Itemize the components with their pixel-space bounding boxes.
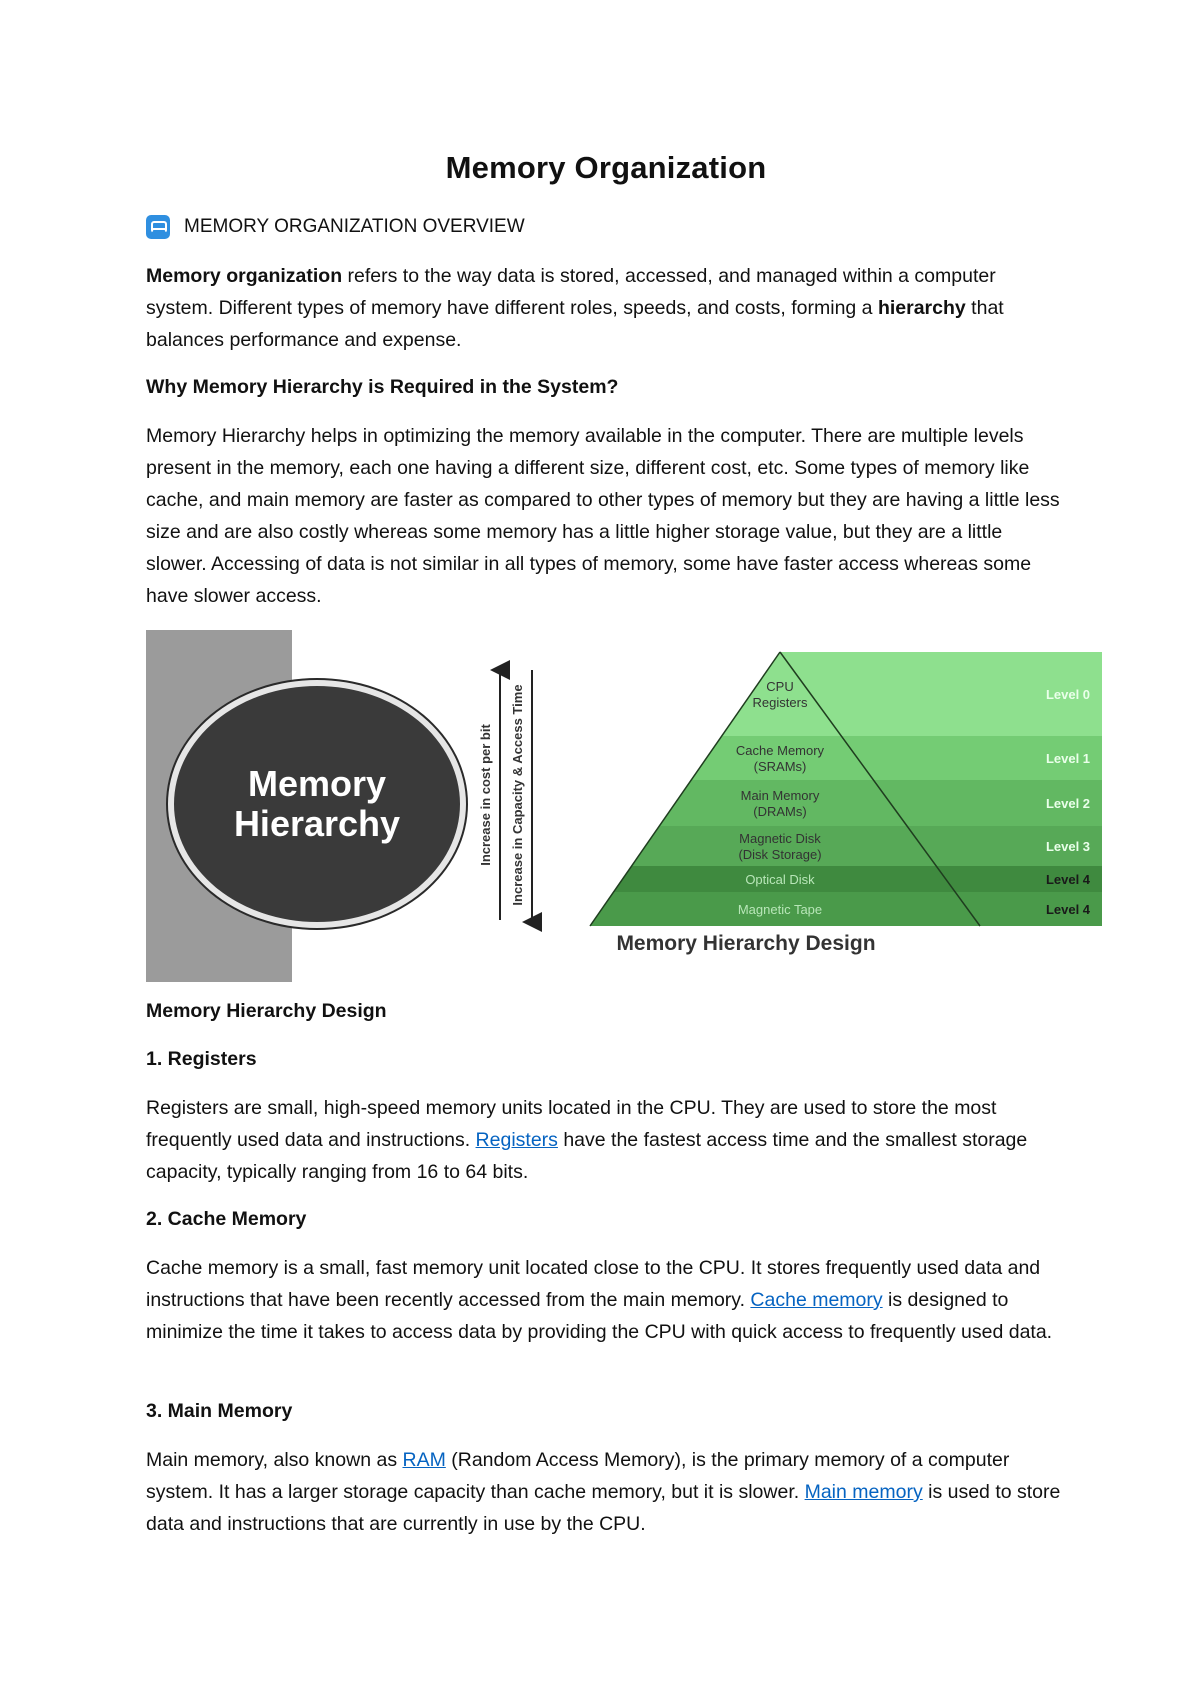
registers-link[interactable]: Registers [475,1129,558,1151]
capacity-axis-label: Increase in Capacity & Access Time [510,684,525,906]
cache-text-1: Cache memory is a small, fast memory unit located close to the CPU. It stores frequently used data and instructions that have been recently accessed from the main memory. [146,1257,1041,1311]
ram-link[interactable]: RAM [402,1449,446,1471]
band-level-3: Level 3 [1045,839,1091,854]
main-text-2: (Random Access Memory), is the primary memory of a computer system. It has a larger storage capacity than cache memory, but it is slower. [146,1449,1010,1503]
main-memory-heading: 3. Main Memory [146,1400,293,1422]
band-level-0: Level 0 [1045,687,1091,702]
band-name-2: Main Memory [740,788,820,803]
intro-text-2: that balances performance and expense. [146,297,1004,351]
registers-heading: 1. Registers [146,1048,257,1070]
page-title: Memory Organization [445,150,767,185]
band-level-4: Level 4 [1045,872,1091,887]
intro-paragraph [146,260,1066,356]
band-subname-3: (Disk Storage) [738,847,822,862]
chat-icon [146,215,170,239]
band-level-5: Level 4 [1045,902,1091,917]
cache-heading: 2. Cache Memory [146,1208,307,1230]
pyramid-band-3 [632,826,1102,866]
pyramid-band-5 [590,892,1102,926]
overview-heading [146,215,525,239]
circle-line-1: Memory [247,763,387,804]
band-subname-0: Registers [752,695,808,710]
registers-paragraph [146,1092,1066,1188]
band-name-0: CPU [766,679,794,694]
cache-memory-link[interactable]: Cache memory [750,1289,883,1311]
intro-bold-term: Memory organization [146,265,343,287]
band-subname-1: (SRAMs) [753,759,807,774]
pyramid-band-4 [614,866,1102,892]
main-memory-paragraph [146,1444,1066,1540]
band-subname-2: (DRAMs) [753,804,807,819]
main-memory-link[interactable]: Main memory [804,1481,923,1503]
figure-caption: Memory Hierarchy Design [616,932,876,955]
band-name-4: Optical Disk [745,872,815,887]
pyramid-diagram [456,630,1102,982]
band-level-2: Level 2 [1045,796,1091,811]
pyramid-bands [590,652,1102,926]
cache-text-2: is designed to minimize the time it takes to access data by providing the CPU with quick access to frequently used data. [146,1289,1053,1343]
registers-text-2: have the fastest access time and the smallest storage capacity, typically ranging from 16 to 64 bits. [146,1129,1028,1183]
design-heading: Memory Hierarchy Design [146,1000,387,1022]
main-text-1: Main memory, also known as [146,1449,403,1471]
memory-hierarchy-circle [168,680,466,928]
why-paragraph: Memory Hierarchy helps in optimizing the memory available in the computer. There are multiple levels present in the memory, each one having a different size, different cost, etc. Some types of memory like cache, and main memory are faster as compared to other types of memory but they are having a little less size and are also costly whereas some memory has a little higher storage value, but they are a little slower. Accessing of data is not similar in all types of memory, some have faster access whereas some have slower access. [146,425,1060,607]
pyramid-band-0 [722,652,1102,736]
band-name-3: Magnetic Disk [739,831,821,846]
intro-bold-hierarchy: hierarchy [877,297,966,319]
circle-line-2: Hierarchy [233,803,401,844]
registers-text-1: Registers are small, high-speed memory units located in the CPU. They are used to store the most frequently used data and instructions. [146,1097,997,1151]
cache-paragraph [146,1252,1066,1348]
band-name-5: Magnetic Tape [737,902,823,917]
why-heading: Why Memory Hierarchy is Required in the System? [146,376,619,398]
band-name-1: Cache Memory [735,743,825,758]
pyramid-band-2 [659,780,1102,826]
intro-text-1: refers to the way data is stored, accessed, and managed within a computer system. Different types of memory have different roles, speeds, and costs, forming a [146,265,996,319]
overview-label: MEMORY ORGANIZATION OVERVIEW [184,216,525,237]
memory-hierarchy-figure [146,630,1102,982]
cost-axis-label: Increase in cost per bit [478,724,493,866]
band-level-1: Level 1 [1045,751,1091,766]
main-text-3: is used to store data and instructions that are currently in use by the CPU. [146,1481,1061,1535]
